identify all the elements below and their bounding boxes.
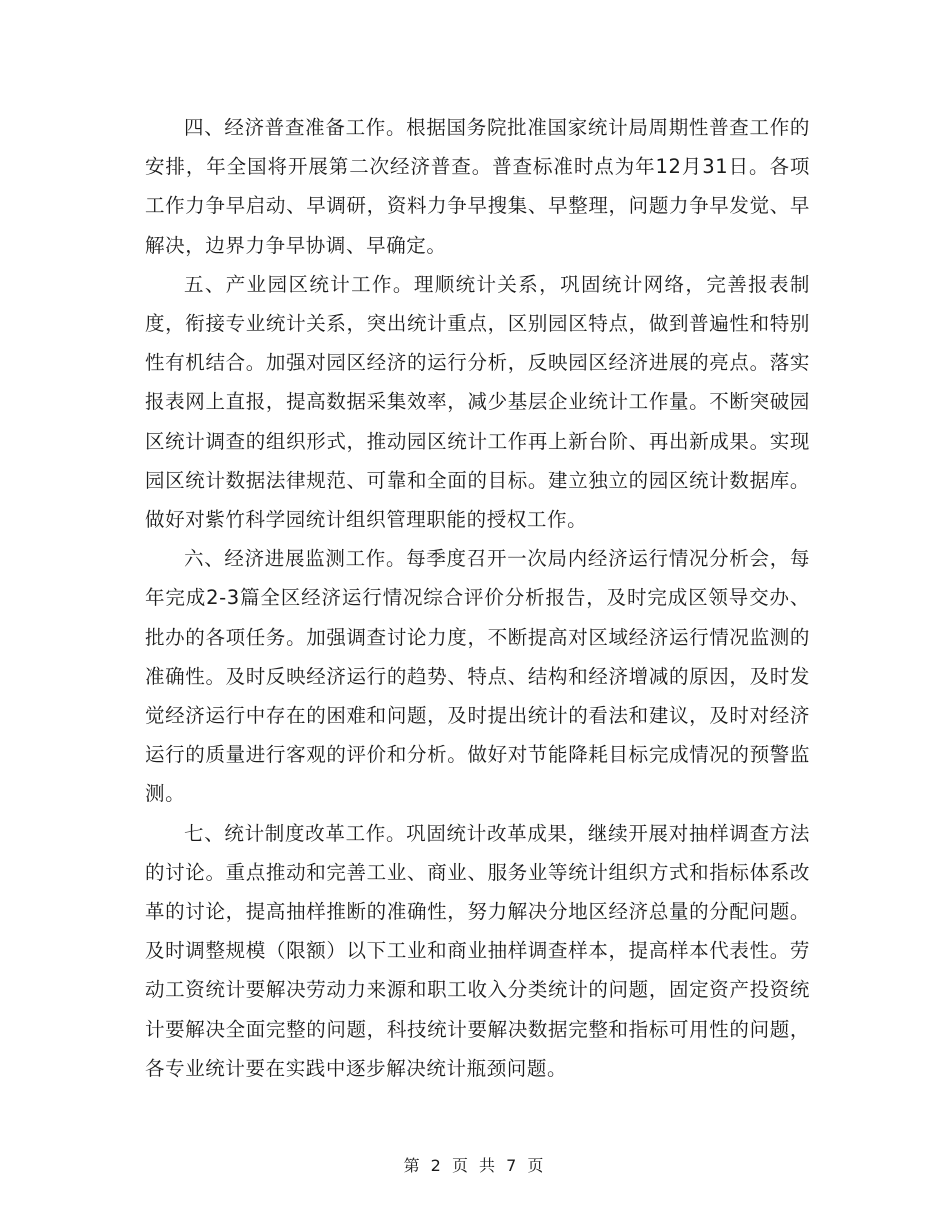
document-body <box>145 108 810 1088</box>
paragraph-system-reform: 七、统计制度改革工作。巩固统计改革成果，继续开展对抽样调查方法的讨论。重点推动和完善工业、商业、服务业等统计组织方式和指标体系改革的讨论，提高抽样推断的准确性，努力解决分地区经济总量的分配问题。及时调整规模（限额）以下工业和商业抽样调查样本，提高样本代表性。劳动工资统计要解决劳动力来源和职工收入分类统计的问题，固定资产投资统计要解决全面完整的问题，科技统计要解决数据完整和指标可用性的问题，各专业统计要在实践中逐步解决统计瓶颈问题。 <box>145 821 810 1080</box>
paragraph-industrial-park: 五、产业园区统计工作。理顺统计关系，巩固统计网络，完善报表制度，衔接专业统计关系，突出统计重点，区别园区特点，做到普遍性和特别性有机结合。加强对园区经济的运行分析，反映园区经济进展的亮点。落实报表网上直报，提高数据采集效率，减少基层企业统计工作量。不断突破园区统计调查的组织形式，推动园区统计工作再上新台阶、再出新成果。实现园区统计数据法律规范、可靠和全面的目标。建立独立的园区统计数据库。做好对紫竹科学园统计组织管理职能的授权工作。 <box>145 272 810 532</box>
paragraph-economic-census: 四、经济普查准备工作。根据国务院批准国家统计局周期性普查工作的安排，年全国将开展第二次经济普查。普查标准时点为年12月31日。各项工作力争早启动、早调研，资料力争早搜集、早整理，问题力争早发觉、早解决，边界力争早协调、早确定。 <box>145 116 810 257</box>
paragraph-economic-monitoring: 六、经济进展监测工作。每季度召开一次局内经济运行情况分析会，每年完成2-3篇全区经济运行情况综合评价分析报告，及时完成区领导交办、批办的各项任务。加强调查讨论力度，不断提高对区域经济运行情况监测的准确性。及时反映经济运行的趋势、特点、结构和经济增减的原因，及时发觉经济运行中存在的困难和问题，及时提出统计的看法和建议，及时对经济运行的质量进行客观的评价和分析。做好对节能降耗目标完成情况的预警监测。 <box>145 547 810 806</box>
page-number-footer: 第 2 页 共 7 页 <box>403 1156 547 1175</box>
